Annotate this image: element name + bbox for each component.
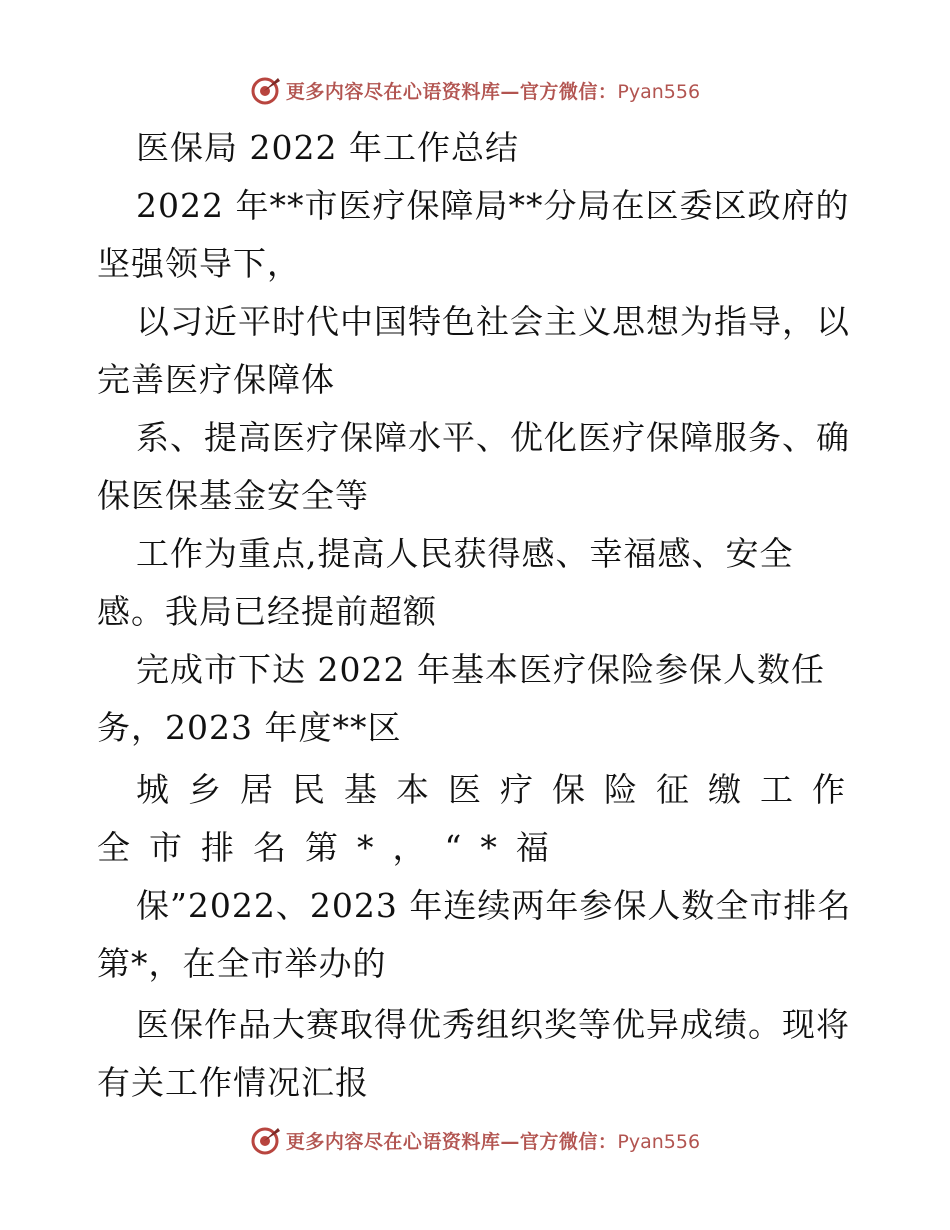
doc-line: 务，2023 年度**区 (97, 708, 402, 747)
doc-line: 城乡居民基本医疗保险征缴工作 (136, 770, 864, 809)
doc-line: 系、提高医疗保障水平、优化医疗保障服务、确 (136, 418, 850, 457)
doc-line: 有关工作情况汇报 (97, 1063, 369, 1102)
brand-logo-icon (250, 74, 282, 106)
doc-line: 保”2022、2023 年连续两年参保人数全市排名 (136, 886, 852, 925)
header-banner (0, 70, 950, 110)
doc-line: 完成市下达 2022 年基本医疗保险参保人数任 (136, 650, 825, 689)
doc-line: 工作为重点,提高人民获得感、幸福感、安全 (136, 534, 794, 573)
footer-banner-content (250, 1124, 700, 1156)
doc-line: 第*，在全市举办的 (97, 944, 387, 983)
doc-line: 以习近平时代中国特色社会主义思想为指导，以 (136, 302, 850, 341)
footer-text-wechat-id: Pyan556 (617, 1130, 701, 1153)
footer-banner-text (286, 1127, 700, 1154)
header-banner-content (250, 74, 700, 106)
doc-line: 坚强领导下， (97, 244, 301, 283)
doc-line: 保医保基金安全等 (97, 476, 369, 515)
doc-line: 完善医疗保障体 (97, 360, 335, 399)
doc-line: 医保作品大赛取得优秀组织奖等优异成绩。现将 (136, 1005, 850, 1044)
header-text-cn: 更多内容尽在心语资料库—官方微信： (285, 80, 618, 103)
footer-banner (0, 1120, 950, 1160)
doc-line: 2022 年**市医疗保障局**分局在区委区政府的 (136, 186, 850, 225)
brand-logo-icon (250, 1124, 282, 1156)
doc-line: 感。我局已经提前超额 (97, 592, 437, 631)
doc-title: 医保局 2022 年工作总结 (136, 128, 519, 167)
doc-line: 全市排名第*，“*福 (97, 828, 568, 867)
footer-text-cn: 更多内容尽在心语资料库—官方微信： (285, 1130, 618, 1153)
header-text-wechat-id: Pyan556 (617, 80, 701, 103)
header-banner-text (286, 77, 700, 104)
